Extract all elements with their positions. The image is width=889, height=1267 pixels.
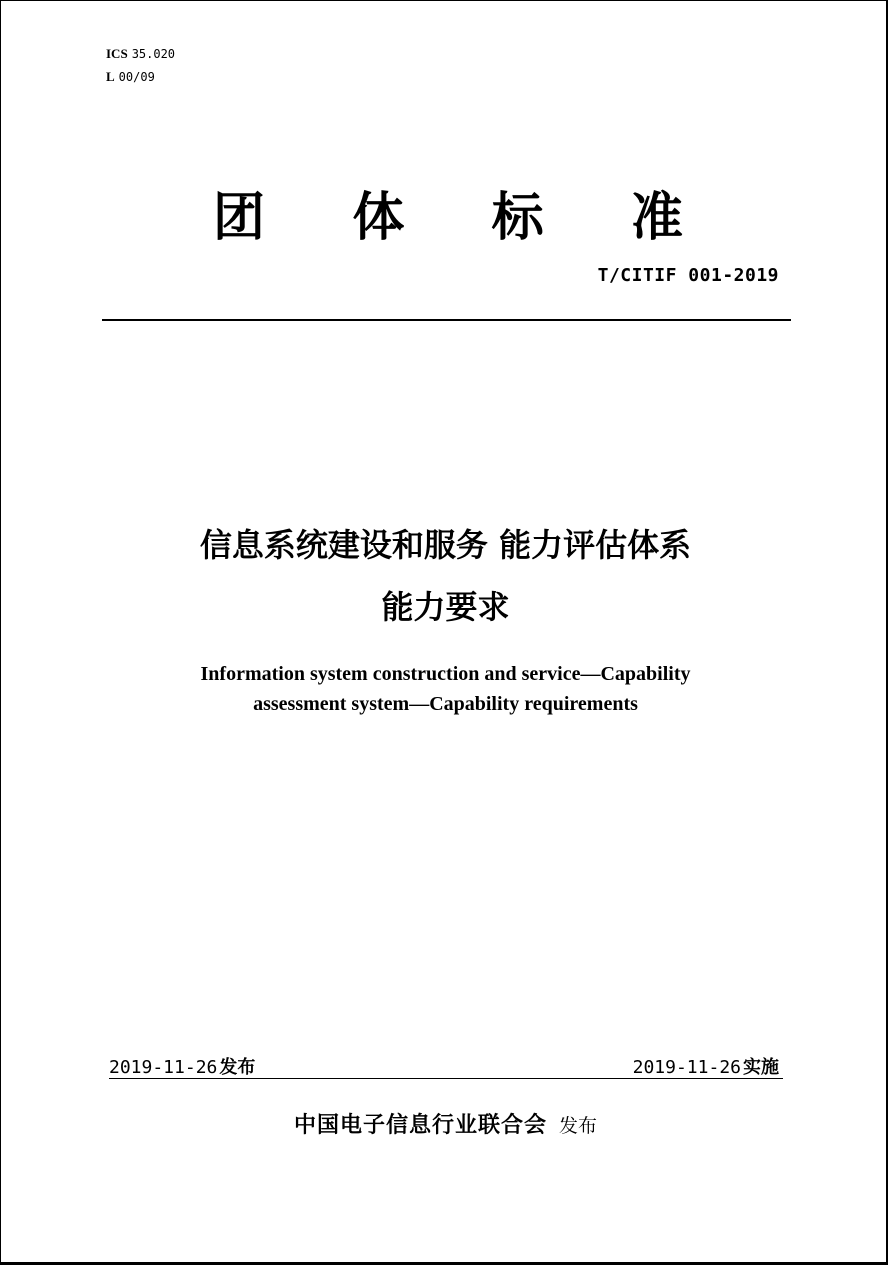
standard-type-char: 团 bbox=[213, 188, 266, 248]
standard-code: T/CITIF 001-2019 bbox=[597, 265, 779, 286]
publisher-organization: 中国电子信息行业联合会 bbox=[293, 1113, 547, 1138]
implement-date-value: 2019-11-26 bbox=[632, 1057, 741, 1078]
ccs-classification bbox=[106, 69, 155, 86]
title-en-line1: Information system construction and service—Capability bbox=[200, 663, 691, 685]
footer-divider bbox=[109, 1078, 783, 1079]
standard-type-char: 准 bbox=[630, 188, 683, 248]
ics-label: ICS bbox=[106, 46, 128, 61]
ccs-label: L bbox=[106, 69, 115, 84]
title-zh-line2: 能力要求 bbox=[381, 588, 510, 626]
standard-type-char: 标 bbox=[491, 188, 544, 248]
header-divider bbox=[102, 319, 791, 321]
publish-date bbox=[109, 1056, 255, 1080]
publisher-line bbox=[1, 1109, 889, 1144]
publisher-action: 发布 bbox=[559, 1115, 598, 1137]
ics-classification bbox=[106, 46, 175, 63]
standard-type-heading bbox=[213, 186, 683, 250]
ccs-value: 00/09 bbox=[118, 70, 155, 84]
ics-value: 35.020 bbox=[131, 47, 176, 61]
publish-label: 发布 bbox=[219, 1057, 256, 1078]
implement-label: 实施 bbox=[743, 1057, 779, 1078]
title-zh-line1: 信息系统建设和服务 能力评估体系 bbox=[199, 526, 692, 564]
title-en-line2: assessment system—Capability requirements bbox=[253, 693, 638, 715]
standard-type-char: 体 bbox=[352, 188, 405, 248]
implement-date bbox=[633, 1056, 779, 1080]
publish-date-value: 2019-11-26 bbox=[109, 1057, 218, 1078]
